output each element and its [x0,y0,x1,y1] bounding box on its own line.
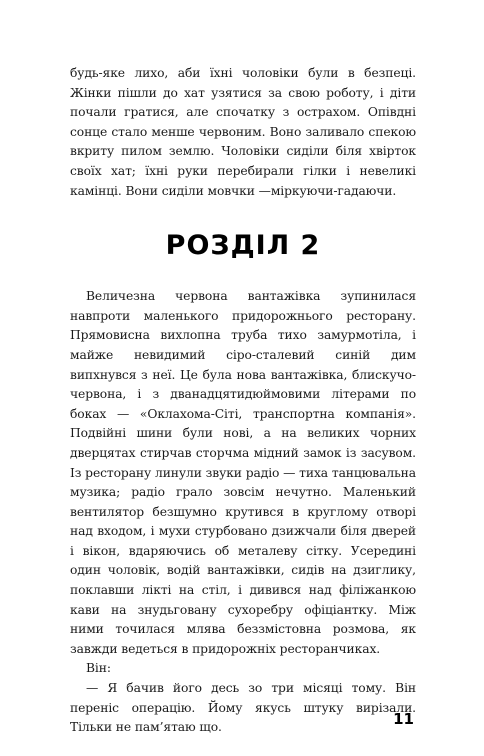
chapter-title: РОЗДІЛ 2 [165,230,321,262]
dialogue-line: — Я бачив його десь зо три місяці тому. Він переніс операцію. Йому якусь штуку вирізали. Тільки не пам’ятаю що. [70,681,416,735]
page-number: 11 [393,710,414,728]
book-page [70,64,416,738]
chapter-first-paragraph: Величезна червона вантажівка зупинилася навпроти маленького придорожнього ресторану. Прямовисна вихлопна труба тихо замурмотіла, і майже невидимий сіро-сталевий синій дим випхнувся з неї. Це була нова вантажівка, блискучо-червона, і з дванадцятидюймовими літерами по боках — «Оклахома-Сіті, транспортна компанія». Подвійні шини були нові, а на великих чорних дверцятах стирчав сторчма мідний замок із засувом. Із ресторану линули звуки радіо — тиха танцювальна музика; радіо грало зовсім нечутно. Маленький вентилятор безшумно крутився в круглому отворі над входом, і мухи стурбовано дзижчали біля дверей і вікон, вдаряючись об металеву сітку. Усередині один чоловік, водій вантажівки, сидів на дзиглику, поклавши лікті на стіл, і дивився над філіжанкою кави на знудьговану сухоребру офіціантку. Між ними точилася млява беззмістовна розмова, як завжди ведеться в придорожніх ресторанчиках. [70,289,416,656]
opening-paragraph: будь-яке лихо, аби їхні чоловіки були в безпеці. Жінки пішли до хат узятися за свою роботу, і діти почали гратися, але спочатку з острахом. Опівдні сонце стало менше червоним. Воно заливало спекою вкриту пилом землю. Чоловіки сиділи біля хвірток своїх хат; їхні руки перебирали гілки і невеликі камінці. Вони сиділи мовчки —міркуючи-гадаючи. [70,66,416,198]
speaker-line: Він: [86,661,111,676]
